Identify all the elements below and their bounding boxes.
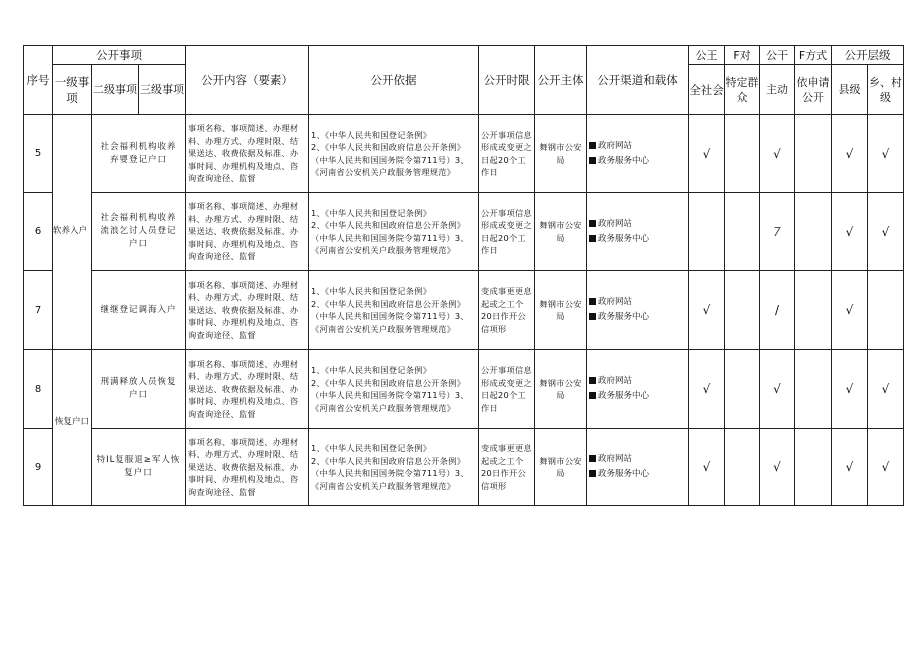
header-subject: 公开主体 xyxy=(535,46,587,115)
square-bullet-icon xyxy=(589,470,596,477)
channel-cell xyxy=(587,350,689,429)
subject-cell: 舞钢市公安局 xyxy=(535,429,587,506)
basis-cell: 1、《中华人民共和国登记条例》 2、《中华人民共和国政府信息公开条例》（中华人民共和国国务院令第711号）3、《河南省公安机关户政服务管理规范》 xyxy=(309,429,479,506)
disclosure-table xyxy=(23,45,904,506)
level2-item: 特IL复服退≥军人恢复户口 xyxy=(92,429,186,506)
basis-cell: 1、《中华人民共和国登记条例》 2、《中华人民共和国政府信息公开条例》（中华人民共和国国务院令第711号）3、《河南省公安机关户政服务管理规范》 xyxy=(309,350,479,429)
channel-cell xyxy=(587,271,689,350)
row-seq: 7 xyxy=(24,271,53,350)
check-county: √ xyxy=(832,115,868,193)
content-cell: 事项名称、事项简述、办理材料、办理方式、办理时限、结果送达、收费依据及标准、办事时间、办理机构及地点、咨询查询途径、监督 xyxy=(186,350,309,429)
header-method-a: 公干 xyxy=(760,46,795,65)
check-active: √ xyxy=(760,429,795,506)
channel-service-center: 政务服务中心 xyxy=(589,389,688,404)
row-seq: 8 xyxy=(24,350,53,429)
level2-item: 刑满释放人员恢复户口 xyxy=(92,350,186,429)
subject-cell: 舞钢市公安局 xyxy=(535,271,587,350)
square-bullet-icon xyxy=(589,220,596,227)
level2-item: 社会福利机构收养流浪乞讨人员登记户口 xyxy=(92,193,186,271)
header-method-b: F方式 xyxy=(795,46,832,65)
square-bullet-icon xyxy=(589,298,596,305)
square-bullet-icon xyxy=(589,313,596,320)
time-limit-cell: 公开事项信息形成或变更之日起20个工作日 xyxy=(479,350,535,429)
header-public-items: 公开事项 xyxy=(53,46,186,65)
level1-label: 软养入户 xyxy=(53,193,92,271)
header-all-society: 全社会 xyxy=(689,65,725,115)
level1-cell xyxy=(53,271,92,350)
check-township: √ xyxy=(868,115,904,193)
time-limit-cell: 公开事项信息形成或变更之日起20个工作日 xyxy=(479,115,535,193)
content-cell: 事项名称、事项简述、办理材料、办理方式、办理时限、结果送达、收费依据及标准、办事时间、办理机构及地点、咨询查询途径、监督 xyxy=(186,193,309,271)
square-bullet-icon xyxy=(589,142,596,149)
subject-cell: 舞钢市公安局 xyxy=(535,350,587,429)
channel-service-center: 政务服务中心 xyxy=(589,232,688,247)
check-all-society: √ xyxy=(689,350,725,429)
level2-item: 社会福利机构收养弃婴登记户口 xyxy=(92,115,186,193)
header-content: 公开内容（要素） xyxy=(186,46,309,115)
check-county: √ xyxy=(832,429,868,506)
channel-service-center: 政务服务中心 xyxy=(589,154,688,169)
channel-service-center: 政务服务中心 xyxy=(589,310,688,325)
channel-website: 政府网站 xyxy=(589,374,688,389)
header-level3: 三级事项 xyxy=(139,65,186,115)
square-bullet-icon xyxy=(589,455,596,462)
table-row xyxy=(24,271,904,350)
subject-cell: 舞钢市公安局 xyxy=(535,115,587,193)
check-county: √ xyxy=(832,193,868,271)
check-specific xyxy=(725,429,760,506)
check-township: √ xyxy=(868,429,904,506)
header-level1: 一级事项 xyxy=(53,65,92,115)
basis-cell: 1、《中华人民共和国登记条例》 2、《中华人民共和国政府信息公开条例》（中华人民共和国国务院令第711号）3、《河南省公安机关户政服务管理规范》 xyxy=(309,115,479,193)
check-specific xyxy=(725,193,760,271)
check-county: √ xyxy=(832,350,868,429)
square-bullet-icon xyxy=(589,377,596,384)
check-specific xyxy=(725,115,760,193)
content-cell: 事项名称、事项简述、办理材料、办理方式、办理时限、结果送达、收费依据及标准、办事时间、办理机构及地点、咨询查询途径、监督 xyxy=(186,115,309,193)
channel-website: 政府网站 xyxy=(589,295,688,310)
channel-cell xyxy=(587,115,689,193)
check-county: √ xyxy=(832,271,868,350)
basis-cell: 1、《中华人民共和国登记条例》 2、《中华人民共和国政府信息公开条例》（中华人民共和国国务院令第711号）3、《河南省公安机关户政服务管理规范》 xyxy=(309,271,479,350)
check-specific xyxy=(725,350,760,429)
header-county: 县级 xyxy=(832,65,868,115)
check-township: √ xyxy=(868,350,904,429)
check-all-society xyxy=(689,193,725,271)
header-level2: 二级事项 xyxy=(92,65,139,115)
channel-website: 政府网站 xyxy=(589,452,688,467)
square-bullet-icon xyxy=(589,235,596,242)
check-township: √ xyxy=(868,193,904,271)
channel-website: 政府网站 xyxy=(589,217,688,232)
check-active: √ xyxy=(760,350,795,429)
header-township: 乡、村级 xyxy=(868,65,904,115)
check-all-society: √ xyxy=(689,429,725,506)
row-seq: 6 xyxy=(24,193,53,271)
check-active: / xyxy=(760,271,795,350)
level1-cell xyxy=(53,429,92,506)
table-row xyxy=(24,350,904,429)
check-all-society: √ xyxy=(689,271,725,350)
table-row xyxy=(24,429,904,506)
check-specific xyxy=(725,271,760,350)
check-request xyxy=(795,115,832,193)
header-specific-group: 特定群众 xyxy=(725,65,760,115)
header-on-request: 依申请公开 xyxy=(795,65,832,115)
time-limit-cell: 公开事项信息形成或变更之日起20个工作日 xyxy=(479,193,535,271)
header-time-limit: 公开时限 xyxy=(479,46,535,115)
channel-website: 政府网站 xyxy=(589,139,688,154)
channel-cell xyxy=(587,193,689,271)
level2-item: 继继登记调海入户 xyxy=(92,271,186,350)
check-township xyxy=(868,271,904,350)
header-object-b: F对 xyxy=(725,46,760,65)
header-level: 公开层级 xyxy=(832,46,904,65)
check-request xyxy=(795,271,832,350)
header-active: 主动 xyxy=(760,65,795,115)
square-bullet-icon xyxy=(589,157,596,164)
content-cell: 事项名称、事项简述、办理材料、办理方式、办理时限、结果送达、收费依据及标准、办事时间、办理机构及地点、咨询查询途径、监督 xyxy=(186,429,309,506)
channel-service-center: 政务服务中心 xyxy=(589,467,688,482)
check-active: 7 xyxy=(760,193,795,271)
time-limit-cell: 变成事更更息起或之工个20日作开公信项形 xyxy=(479,271,535,350)
table-row xyxy=(24,193,904,271)
check-request xyxy=(795,193,832,271)
row-seq: 5 xyxy=(24,115,53,193)
square-bullet-icon xyxy=(589,392,596,399)
basis-cell: 1、《中华人民共和国登记条例》 2、《中华人民共和国政府信息公开条例》（中华人民共和国国务院令第711号）3、《河南省公安机关户政服务管理规范》 xyxy=(309,193,479,271)
header-channel: 公开渠道和载体 xyxy=(587,46,689,115)
check-request xyxy=(795,429,832,506)
check-all-society: √ xyxy=(689,115,725,193)
header-basis: 公开依据 xyxy=(309,46,479,115)
check-active: √ xyxy=(760,115,795,193)
table-row xyxy=(24,115,904,193)
channel-cell xyxy=(587,429,689,506)
level1-label: 恢复户口 xyxy=(53,350,92,429)
check-request xyxy=(795,350,832,429)
subject-cell: 舞钢市公安局 xyxy=(535,193,587,271)
level1-cell xyxy=(53,115,92,193)
time-limit-cell: 变成事更更息起或之工个20日作开公信项形 xyxy=(479,429,535,506)
header-seq: 序号 xyxy=(24,46,53,115)
header-object-a: 公王 xyxy=(689,46,725,65)
row-seq: 9 xyxy=(24,429,53,506)
content-cell: 事项名称、事项简述、办理材料、办理方式、办理时限、结果送达、收费依据及标准、办事时间、办理机构及地点、咨询查询途径、监督 xyxy=(186,271,309,350)
